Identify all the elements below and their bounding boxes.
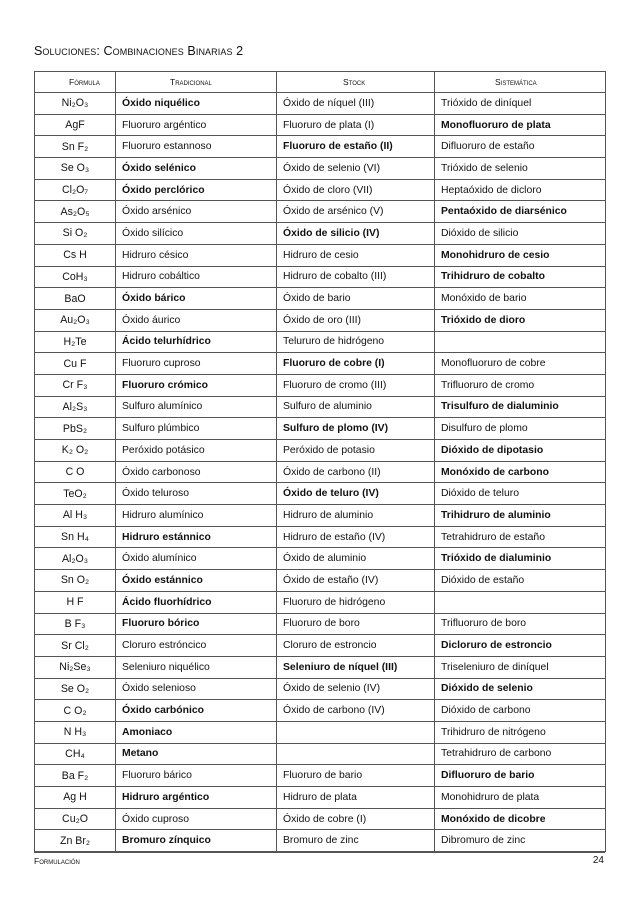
formula-text: Al₂O₃ [61, 552, 89, 565]
cell-stock: Telururo de hidrógeno [277, 331, 435, 353]
table-row [35, 244, 606, 266]
cell-tradicional: Ácido telurhídrico [116, 331, 277, 353]
cell-tradicional: Hidruro argéntico [116, 787, 277, 809]
cell-sistematica: Disulfuro de plomo [435, 418, 606, 440]
formula-text: Cu₂O [62, 813, 88, 826]
cell-formula [35, 526, 116, 548]
table-row [35, 353, 606, 375]
cell-formula [35, 179, 116, 201]
cell-tradicional: Óxido selenioso [116, 678, 277, 700]
formula-text: H₂Te [63, 335, 87, 348]
table-row [35, 374, 606, 396]
cell-formula [35, 331, 116, 353]
cell-formula [35, 374, 116, 396]
cell-tradicional: Cloruro estróncico [116, 635, 277, 657]
table-row [35, 505, 606, 527]
cell-sistematica: Trióxido de selenio [435, 158, 606, 180]
formula-text: N H₃ [63, 726, 87, 739]
cell-tradicional: Fluoruro crómico [116, 374, 277, 396]
formula-text: Si O₂ [62, 227, 88, 240]
table-row [35, 309, 606, 331]
table-header-row [35, 72, 606, 93]
formula-text: C O₂ [63, 704, 87, 717]
cell-formula [35, 158, 116, 180]
cell-stock: Óxido de oro (III) [277, 309, 435, 331]
cell-sistematica: Trisulfuro de dialuminio [435, 396, 606, 418]
cell-stock: Fluoruro de cromo (III) [277, 374, 435, 396]
cell-formula [35, 505, 116, 527]
formula-text: CoH₃ [62, 270, 88, 283]
cell-formula [35, 787, 116, 809]
table-row [35, 765, 606, 787]
cell-formula [35, 591, 116, 613]
cell-tradicional: Óxido teluroso [116, 483, 277, 505]
cell-tradicional: Hidruro cobáltico [116, 266, 277, 288]
cell-tradicional: Hidruro césico [116, 244, 277, 266]
cell-sistematica: Dióxido de selenio [435, 678, 606, 700]
cell-stock [277, 743, 435, 765]
cell-stock: Óxido de bario [277, 288, 435, 310]
cell-tradicional: Óxido selénico [116, 158, 277, 180]
cell-sistematica: Trióxido de diníquel [435, 93, 606, 115]
cell-tradicional: Óxido carbónico [116, 700, 277, 722]
table-row [35, 418, 606, 440]
cell-stock: Fluoruro de estaño (II) [277, 136, 435, 158]
table-row [35, 114, 606, 136]
table-row [35, 830, 606, 852]
formula-text: Ni₂O₃ [61, 97, 89, 110]
cell-formula [35, 201, 116, 223]
formula-text: TeO₂ [63, 487, 87, 500]
formula-text: Al H₃ [62, 509, 88, 522]
formula-text: Ag H [63, 791, 87, 804]
footer-section: Formulación [34, 856, 80, 866]
cell-tradicional: Fluoruro cuproso [116, 353, 277, 375]
cell-stock: Óxido de carbono (IV) [277, 700, 435, 722]
cell-sistematica: Dióxido de carbono [435, 700, 606, 722]
table-row [35, 678, 606, 700]
formula-text: Sr Cl₂ [61, 639, 89, 652]
formula-text: B F₃ [64, 617, 86, 630]
formula-text: Cl₂O₇ [62, 184, 88, 197]
cell-stock: Fluoruro de hidrógeno [277, 591, 435, 613]
formula-text: Ni₂Se₃ [59, 661, 91, 674]
table-body [35, 93, 606, 852]
formula-text: K₂ O₂ [61, 444, 89, 457]
cell-formula [35, 396, 116, 418]
table-row [35, 266, 606, 288]
cell-formula [35, 700, 116, 722]
table-row [35, 526, 606, 548]
cell-sistematica: Monóxido de bario [435, 288, 606, 310]
cell-stock: Óxido de arsénico (V) [277, 201, 435, 223]
cell-tradicional: Hidruro estánnico [116, 526, 277, 548]
cell-formula [35, 721, 116, 743]
formula-text: BaO [64, 292, 86, 305]
cell-formula [35, 613, 116, 635]
cell-tradicional: Metano [116, 743, 277, 765]
cell-stock: Óxido de selenio (IV) [277, 678, 435, 700]
cell-stock: Óxido de níquel (III) [277, 93, 435, 115]
formula-text: PbS₂ [62, 422, 88, 435]
cell-sistematica: Monohidruro de plata [435, 787, 606, 809]
cell-stock: Seleniuro de níquel (III) [277, 656, 435, 678]
formula-text: H F [66, 596, 84, 609]
cell-stock: Óxido de carbono (II) [277, 461, 435, 483]
header-formula: Fórmula [35, 72, 116, 93]
cell-formula [35, 656, 116, 678]
table-row [35, 288, 606, 310]
cell-sistematica: Difluoruro de estaño [435, 136, 606, 158]
cell-tradicional: Ácido fluorhídrico [116, 591, 277, 613]
table-row [35, 201, 606, 223]
cell-formula [35, 765, 116, 787]
cell-sistematica [435, 591, 606, 613]
formula-text: CH₄ [65, 747, 85, 760]
cell-tradicional: Óxido áurico [116, 309, 277, 331]
table-row [35, 613, 606, 635]
cell-stock: Cloruro de estroncio [277, 635, 435, 657]
table-row [35, 548, 606, 570]
cell-sistematica: Dióxido de teluro [435, 483, 606, 505]
cell-stock: Óxido de estaño (IV) [277, 570, 435, 592]
cell-stock: Fluoruro de plata (I) [277, 114, 435, 136]
table-row [35, 700, 606, 722]
formula-text: Se O₂ [60, 682, 90, 695]
cell-stock: Óxido de selenio (VI) [277, 158, 435, 180]
cell-formula [35, 114, 116, 136]
cell-tradicional: Óxido cuproso [116, 808, 277, 830]
cell-stock: Bromuro de zinc [277, 830, 435, 852]
cell-tradicional: Óxido silícico [116, 223, 277, 245]
cell-tradicional: Bromuro zínquico [116, 830, 277, 852]
table-row [35, 721, 606, 743]
cell-tradicional: Hidruro alumínico [116, 505, 277, 527]
cell-sistematica: Triseleniuro de diníquel [435, 656, 606, 678]
footer-divider [34, 852, 605, 853]
formula-text: Cr F₃ [62, 379, 88, 392]
cell-stock: Fluoruro de boro [277, 613, 435, 635]
cell-sistematica: Trióxido de dioro [435, 309, 606, 331]
cell-formula [35, 483, 116, 505]
cell-tradicional: Óxido carbonoso [116, 461, 277, 483]
cell-formula [35, 830, 116, 852]
cell-stock: Óxido de cobre (I) [277, 808, 435, 830]
cell-sistematica: Dióxido de silicio [435, 223, 606, 245]
cell-tradicional: Fluoruro bárico [116, 765, 277, 787]
cell-tradicional: Sulfuro alumínico [116, 396, 277, 418]
cell-tradicional: Óxido niquélico [116, 93, 277, 115]
cell-tradicional: Óxido perclórico [116, 179, 277, 201]
cell-stock: Hidruro de estaño (IV) [277, 526, 435, 548]
formula-text: Al₂S₃ [62, 400, 88, 413]
cell-formula [35, 136, 116, 158]
cell-sistematica [435, 331, 606, 353]
cell-tradicional: Fluoruro argéntico [116, 114, 277, 136]
cell-tradicional: Seleniuro niquélico [116, 656, 277, 678]
cell-stock: Peróxido de potasio [277, 440, 435, 462]
cell-stock: Hidruro de cobalto (III) [277, 266, 435, 288]
cell-sistematica: Monofluoruro de plata [435, 114, 606, 136]
cell-formula [35, 548, 116, 570]
formula-text: Au₂O₃ [60, 314, 90, 327]
table-row [35, 743, 606, 765]
cell-formula [35, 223, 116, 245]
cell-tradicional: Óxido arsénico [116, 201, 277, 223]
cell-sistematica: Tetrahidruro de estaño [435, 526, 606, 548]
table-row [35, 591, 606, 613]
formula-text: Se O₃ [60, 162, 90, 175]
cell-stock: Fluoruro de bario [277, 765, 435, 787]
cell-formula [35, 266, 116, 288]
cell-sistematica: Dióxido de estaño [435, 570, 606, 592]
table-row [35, 440, 606, 462]
formula-text: Sn O₂ [60, 574, 90, 587]
cell-sistematica: Dibromuro de zinc [435, 830, 606, 852]
cell-formula [35, 93, 116, 115]
cell-formula [35, 635, 116, 657]
cell-formula [35, 570, 116, 592]
cell-tradicional: Peróxido potásico [116, 440, 277, 462]
cell-stock: Fluoruro de cobre (I) [277, 353, 435, 375]
header-sistematica: Sistemática [435, 72, 606, 93]
cell-sistematica: Dióxido de dipotasio [435, 440, 606, 462]
table-row [35, 461, 606, 483]
cell-formula [35, 743, 116, 765]
table-row [35, 787, 606, 809]
formula-text: Ba F₂ [61, 769, 89, 782]
header-stock: Stock [277, 72, 435, 93]
cell-sistematica: Monóxido de carbono [435, 461, 606, 483]
cell-sistematica: Trihidruro de cobalto [435, 266, 606, 288]
page-number: 24 [592, 855, 604, 866]
cell-stock: Hidruro de plata [277, 787, 435, 809]
cell-tradicional: Fluoruro bórico [116, 613, 277, 635]
cell-tradicional: Sulfuro plúmbico [116, 418, 277, 440]
formula-text: Sn H₄ [61, 531, 89, 544]
cell-sistematica: Tetrahidruro de carbono [435, 743, 606, 765]
cell-stock: Sulfuro de aluminio [277, 396, 435, 418]
cell-stock: Óxido de silicio (IV) [277, 223, 435, 245]
formula-text: Sn F₂ [61, 140, 89, 153]
formula-text: Cs H [63, 249, 87, 262]
cell-sistematica: Trihidruro de aluminio [435, 505, 606, 527]
cell-formula [35, 309, 116, 331]
formula-text: Zn Br₂ [59, 834, 90, 847]
cell-stock: Óxido de cloro (VII) [277, 179, 435, 201]
cell-stock: Hidruro de aluminio [277, 505, 435, 527]
cell-tradicional: Óxido alumínico [116, 548, 277, 570]
cell-tradicional: Amoniaco [116, 721, 277, 743]
formula-text: Cu F [63, 357, 87, 370]
cell-formula [35, 440, 116, 462]
table-row [35, 179, 606, 201]
cell-formula [35, 244, 116, 266]
table-row [35, 635, 606, 657]
cell-formula [35, 288, 116, 310]
header-tradicional: Tradicional [116, 72, 277, 93]
table-row [35, 136, 606, 158]
cell-tradicional: Óxido bárico [116, 288, 277, 310]
cell-sistematica: Dicloruro de estroncio [435, 635, 606, 657]
cell-sistematica: Trióxido de dialuminio [435, 548, 606, 570]
cell-formula [35, 418, 116, 440]
table-row [35, 93, 606, 115]
cell-sistematica: Pentaóxido de diarsénico [435, 201, 606, 223]
cell-sistematica: Trihidruro de nitrógeno [435, 721, 606, 743]
cell-sistematica: Monofluoruro de cobre [435, 353, 606, 375]
cell-formula [35, 678, 116, 700]
cell-tradicional: Óxido estánnico [116, 570, 277, 592]
cell-sistematica: Difluoruro de bario [435, 765, 606, 787]
cell-stock: Sulfuro de plomo (IV) [277, 418, 435, 440]
cell-sistematica: Monóxido de dicobre [435, 808, 606, 830]
table-row [35, 808, 606, 830]
page-title: Soluciones: Combinaciones Binarias 2 [34, 44, 244, 58]
table-row [35, 158, 606, 180]
cell-sistematica: Monohidruro de cesio [435, 244, 606, 266]
formula-text: AgF [65, 119, 85, 132]
cell-sistematica: Heptaóxido de dicloro [435, 179, 606, 201]
formula-text: C O [65, 466, 85, 479]
cell-stock: Hidruro de cesio [277, 244, 435, 266]
cell-sistematica: Trifluoruro de cromo [435, 374, 606, 396]
cell-stock [277, 721, 435, 743]
cell-formula [35, 461, 116, 483]
table-row [35, 331, 606, 353]
cell-sistematica: Trifluoruro de boro [435, 613, 606, 635]
cell-stock: Óxido de teluro (IV) [277, 483, 435, 505]
formulation-table [34, 71, 606, 852]
cell-formula [35, 353, 116, 375]
table-row [35, 570, 606, 592]
cell-stock: Óxido de aluminio [277, 548, 435, 570]
cell-formula [35, 808, 116, 830]
table-row [35, 483, 606, 505]
table-row [35, 656, 606, 678]
cell-tradicional: Fluoruro estannoso [116, 136, 277, 158]
table-row [35, 223, 606, 245]
table-row [35, 396, 606, 418]
formula-text: As₂O₅ [60, 205, 90, 218]
